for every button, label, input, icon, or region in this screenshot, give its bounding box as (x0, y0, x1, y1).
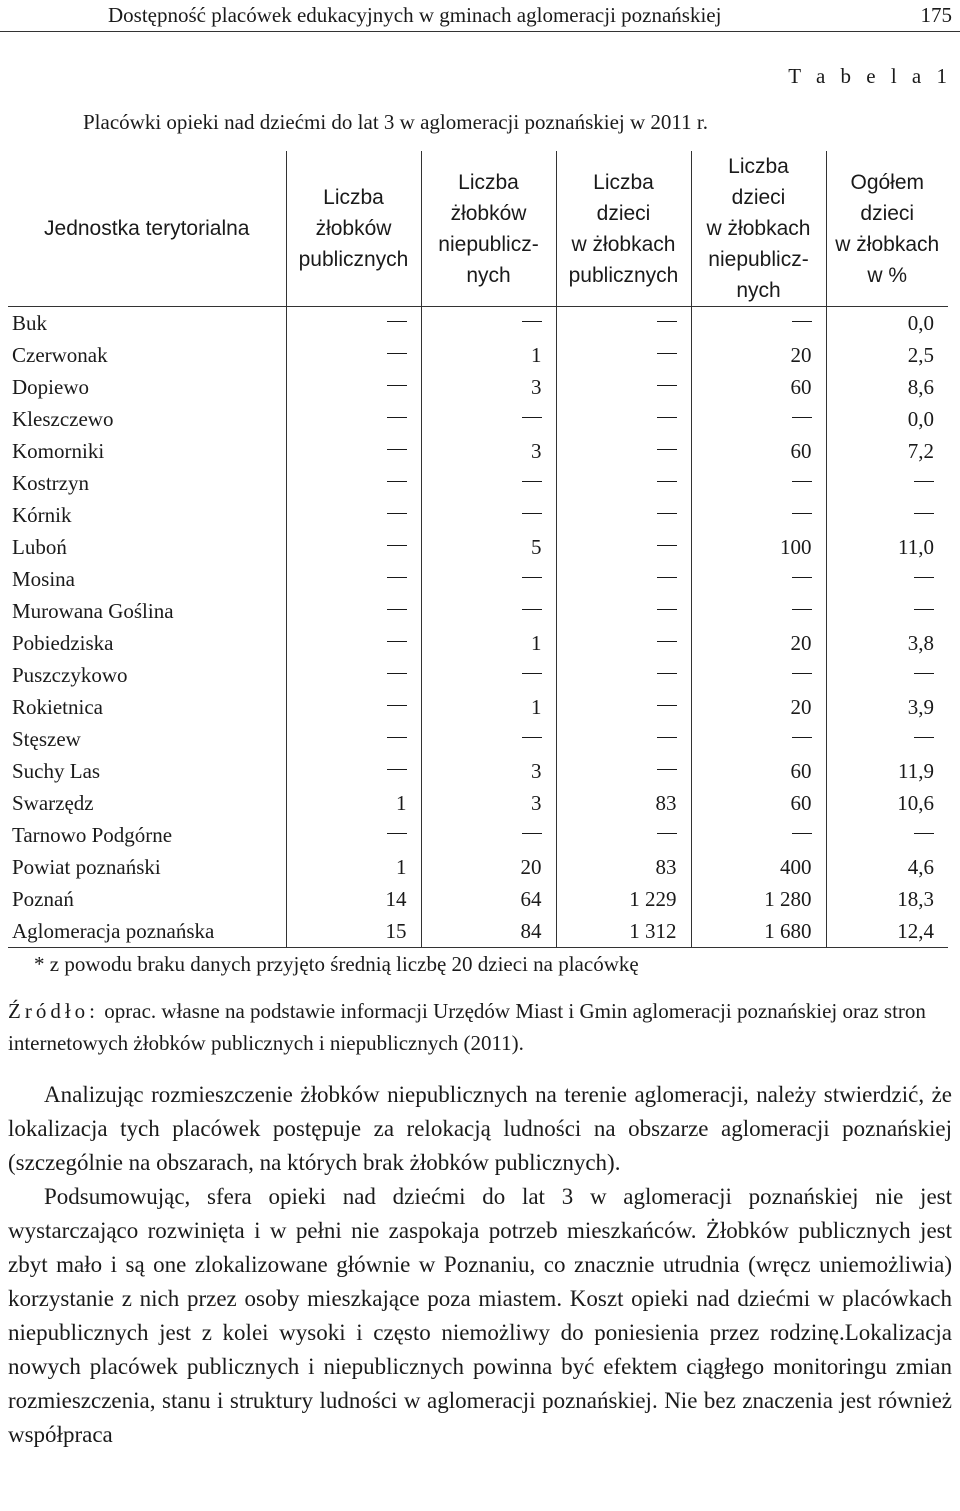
dash-mark (522, 609, 542, 610)
table-cell (556, 691, 691, 723)
table-cell (691, 563, 826, 595)
dash-mark (522, 417, 542, 418)
table-cell (421, 563, 556, 595)
dash-mark (792, 673, 812, 674)
table-cell (826, 595, 948, 627)
row-label: Rokietnica (12, 695, 103, 719)
table-cell (286, 339, 421, 371)
row-label: Puszczykowo (12, 663, 128, 687)
table-cell (691, 659, 826, 691)
dash-mark (792, 737, 812, 738)
column-header: Liczba żłobków publicznych (286, 151, 421, 307)
table-cell (826, 723, 948, 755)
dash-mark (657, 417, 677, 418)
table-cell (556, 595, 691, 627)
dash-mark (792, 833, 812, 834)
table-row (8, 627, 948, 659)
row-label: Murowana Goślina (12, 599, 174, 623)
table-cell: 20 (421, 851, 556, 883)
row-label: Kórnik (12, 503, 72, 527)
table-cell (826, 563, 948, 595)
table-row (8, 819, 948, 851)
dash-mark (387, 737, 407, 738)
table-cell: 11,9 (826, 755, 948, 787)
dash-mark (387, 641, 407, 642)
table-cell (556, 723, 691, 755)
dash-mark (657, 513, 677, 514)
table-cell (286, 627, 421, 659)
table-cell: 3 (421, 787, 556, 819)
table-cell: 3,9 (826, 691, 948, 723)
table-row (8, 531, 948, 563)
table-cell: 10,6 (826, 787, 948, 819)
dash-mark (657, 385, 677, 386)
table-cell: 0,0 (826, 307, 948, 340)
table-row (8, 403, 948, 435)
dash-mark (657, 833, 677, 834)
table-cell: 20 (691, 339, 826, 371)
table-cell (826, 467, 948, 499)
table-cell: 3 (421, 435, 556, 467)
table-cell (421, 595, 556, 627)
table-cell: 1 680 (691, 915, 826, 948)
table-row (8, 563, 948, 595)
row-label: Suchy Las (12, 759, 101, 783)
table-cell: 3,8 (826, 627, 948, 659)
dash-mark (914, 481, 934, 482)
table-cell (826, 659, 948, 691)
dash-mark (522, 737, 542, 738)
table-cell (556, 627, 691, 659)
table-cell (286, 595, 421, 627)
dash-mark (387, 449, 407, 450)
table-cell: 14 (286, 883, 421, 915)
row-label: Stęszew (12, 727, 81, 751)
dash-mark (387, 513, 407, 514)
table-cell (286, 659, 421, 691)
table-cell (556, 403, 691, 435)
dash-mark (792, 321, 812, 322)
table-cell (691, 595, 826, 627)
table-row (8, 595, 948, 627)
dash-mark (657, 321, 677, 322)
table-cell (826, 819, 948, 851)
dash-mark (387, 385, 407, 386)
table-cell (286, 467, 421, 499)
column-header: Jednostka terytorialna (8, 151, 286, 307)
table-cell (286, 403, 421, 435)
dash-mark (387, 417, 407, 418)
table-cell (286, 531, 421, 563)
table-source (8, 995, 952, 1059)
table-cell: 60 (691, 755, 826, 787)
dash-mark (522, 321, 542, 322)
dash-mark (387, 833, 407, 834)
table-cell: 1 280 (691, 883, 826, 915)
column-header: Liczba dzieci w żłobkach publicznych (556, 151, 691, 307)
table-cell (691, 307, 826, 340)
dash-mark (387, 577, 407, 578)
table-cell: 11,0 (826, 531, 948, 563)
source-label: Źródło: (8, 999, 99, 1023)
data-table (8, 151, 948, 948)
table-cell: 60 (691, 787, 826, 819)
table-cell (286, 819, 421, 851)
table-cell: 1 (286, 787, 421, 819)
dash-mark (657, 353, 677, 354)
table-cell: 60 (691, 371, 826, 403)
dash-mark (657, 449, 677, 450)
table-cell: 84 (421, 915, 556, 948)
page-number: 175 (920, 3, 952, 27)
table-cell: 12,4 (826, 915, 948, 948)
table-cell: 100 (691, 531, 826, 563)
dash-mark (657, 609, 677, 610)
table-cell: 0,0 (826, 403, 948, 435)
dash-mark (387, 609, 407, 610)
table-cell (691, 403, 826, 435)
table-row (8, 467, 948, 499)
column-header: Ogółem dzieci w żłobkach w % (826, 151, 948, 307)
table-cell (286, 435, 421, 467)
dash-mark (522, 513, 542, 514)
table-cell (421, 819, 556, 851)
table-cell (286, 307, 421, 340)
table-cell (556, 371, 691, 403)
table-cell: 3 (421, 371, 556, 403)
table-cell (286, 371, 421, 403)
table-cell: 60 (691, 435, 826, 467)
row-label: Komorniki (12, 439, 105, 463)
dash-mark (387, 321, 407, 322)
dash-mark (657, 481, 677, 482)
table-cell: 83 (556, 851, 691, 883)
row-label: Czerwonak (12, 343, 108, 367)
row-label: Dopiewo (12, 375, 89, 399)
dash-mark (792, 609, 812, 610)
table-cell (286, 755, 421, 787)
table-footnote: * z powodu braku danych przyjęto średnią liczbę 20 dzieci na placówkę (34, 952, 639, 976)
table-cell: 1 (286, 851, 421, 883)
table-cell: 20 (691, 691, 826, 723)
table-row (8, 659, 948, 691)
table-row (8, 307, 948, 340)
table-cell (286, 691, 421, 723)
table-cell (286, 499, 421, 531)
row-label: Tarnowo Podgórne (12, 823, 173, 847)
table-cell: 20 (691, 627, 826, 659)
row-label: Kleszczewo (12, 407, 114, 431)
dash-mark (657, 641, 677, 642)
table-row (8, 435, 948, 467)
table-cell (556, 467, 691, 499)
dash-mark (914, 737, 934, 738)
table-cell: 3 (421, 755, 556, 787)
dash-mark (522, 833, 542, 834)
table-cell: 1 312 (556, 915, 691, 948)
table-header-row (8, 151, 948, 307)
table-row (8, 723, 948, 755)
dash-mark (914, 577, 934, 578)
table-cell (826, 499, 948, 531)
dash-mark (387, 353, 407, 354)
dash-mark (522, 577, 542, 578)
table-cell: 15 (286, 915, 421, 948)
table-cell (421, 659, 556, 691)
table-row (8, 499, 948, 531)
dash-mark (657, 545, 677, 546)
table-row (8, 915, 948, 948)
dash-mark (657, 673, 677, 674)
dash-mark (914, 673, 934, 674)
row-label: Poznań (12, 887, 74, 911)
table-row (8, 851, 948, 883)
row-label: Kostrzyn (12, 471, 89, 495)
table-cell (556, 563, 691, 595)
dash-mark (792, 417, 812, 418)
table-cell (556, 435, 691, 467)
table-cell: 64 (421, 883, 556, 915)
table-cell (421, 467, 556, 499)
dash-mark (657, 705, 677, 706)
table-cell: 1 (421, 627, 556, 659)
row-label: Pobiedziska (12, 631, 114, 655)
table-row (8, 339, 948, 371)
running-header (0, 0, 960, 32)
table-cell (691, 499, 826, 531)
row-label: Swarzędz (12, 791, 94, 815)
dash-mark (657, 577, 677, 578)
dash-mark (792, 513, 812, 514)
table-cell: 1 229 (556, 883, 691, 915)
dash-mark (387, 673, 407, 674)
table-label: T a b e l a 1 (788, 64, 952, 88)
table-row (8, 787, 948, 819)
dash-mark (792, 577, 812, 578)
table-cell (556, 307, 691, 340)
dash-mark (914, 513, 934, 514)
row-label: Aglomeracja poznańska (8, 915, 286, 948)
table-cell (556, 499, 691, 531)
table-cell (286, 723, 421, 755)
row-label: Luboń (12, 535, 67, 559)
dash-mark (522, 481, 542, 482)
table-caption: Placówki opieki nad dziećmi do lat 3 w aglomeracji poznańskiej w 2011 r. (83, 110, 708, 134)
table-cell: 4,6 (826, 851, 948, 883)
table-cell (421, 499, 556, 531)
running-title: Dostępność placówek edukacyjnych w gminach aglomeracji poznańskiej (108, 3, 722, 27)
paragraph: Podsumowując, sfera opieki nad dziećmi do lat 3 w aglomeracji poznańskiej nie jest wystarczająco rozwinięta i w pełni nie zaspokaja potrzeb mieszkańców. Żłobków publicznych jest zbyt mało i są one zlokalizowane głównie w Poznaniu, co znacznie utrudnia (wręcz uniemożliwia) korzystanie z nich przez osoby mieszkające poza miastem. Koszt opieki nad dziećmi w placówkach niepublicznych jest z kolei wysoki i często niemożliwy do poniesienia przez rodzinę.Lokalizacja nowych placówek publicznych i niepublicznych powinna być efektem ciągłego monitoringu zmian rozmieszczenia, stanu i struktury ludności w aglomeracji poznańskiej. Nie bez znaczenia jest również współpraca (8, 1184, 952, 1447)
table-cell: 2,5 (826, 339, 948, 371)
dash-mark (792, 481, 812, 482)
dash-mark (522, 673, 542, 674)
dash-mark (657, 737, 677, 738)
table-cell: 83 (556, 787, 691, 819)
paragraph: Analizując rozmieszczenie żłobków niepublicznych na terenie aglomeracji, należy stwierdzić, że lokalizacja tych placówek postępuje za relokacją ludności na obszarze aglomeracji poznańskiej (szczególnie na obszarach, na których brak żłobków publicznych). (8, 1082, 952, 1175)
table-cell (556, 339, 691, 371)
table-cell (421, 403, 556, 435)
table-cell (421, 307, 556, 340)
table-row (8, 691, 948, 723)
table-cell (286, 563, 421, 595)
dash-mark (387, 705, 407, 706)
table-cell: 7,2 (826, 435, 948, 467)
table-cell (556, 819, 691, 851)
table-cell: 400 (691, 851, 826, 883)
table-cell (691, 723, 826, 755)
table-cell: 1 (421, 339, 556, 371)
source-text: oprac. własne na podstawie informacji Urzędów Miast i Gmin aglomeracji poznańskiej oraz stron internetowych żłobków publicznych i niepublicznych (2011). (8, 999, 926, 1055)
dash-mark (387, 769, 407, 770)
row-label: Buk (12, 311, 48, 335)
dash-mark (914, 833, 934, 834)
table-cell: 18,3 (826, 883, 948, 915)
table-cell (556, 755, 691, 787)
dash-mark (387, 481, 407, 482)
column-header: Liczba dzieci w żłobkach niepublicz- nych (691, 151, 826, 307)
dash-mark (657, 769, 677, 770)
table-cell (421, 723, 556, 755)
row-label: Mosina (12, 567, 75, 591)
table-cell (691, 819, 826, 851)
dash-mark (387, 545, 407, 546)
table-cell: 1 (421, 691, 556, 723)
table-row (8, 371, 948, 403)
table-cell (556, 531, 691, 563)
table-row (8, 755, 948, 787)
table-cell: 8,6 (826, 371, 948, 403)
row-label: Powiat poznański (12, 855, 161, 879)
body-text (8, 1078, 952, 1452)
dash-mark (914, 609, 934, 610)
column-header: Liczba żłobków niepublicz- nych (421, 151, 556, 307)
table-cell (556, 659, 691, 691)
table-row (8, 883, 948, 915)
table-cell (691, 467, 826, 499)
table-cell: 5 (421, 531, 556, 563)
